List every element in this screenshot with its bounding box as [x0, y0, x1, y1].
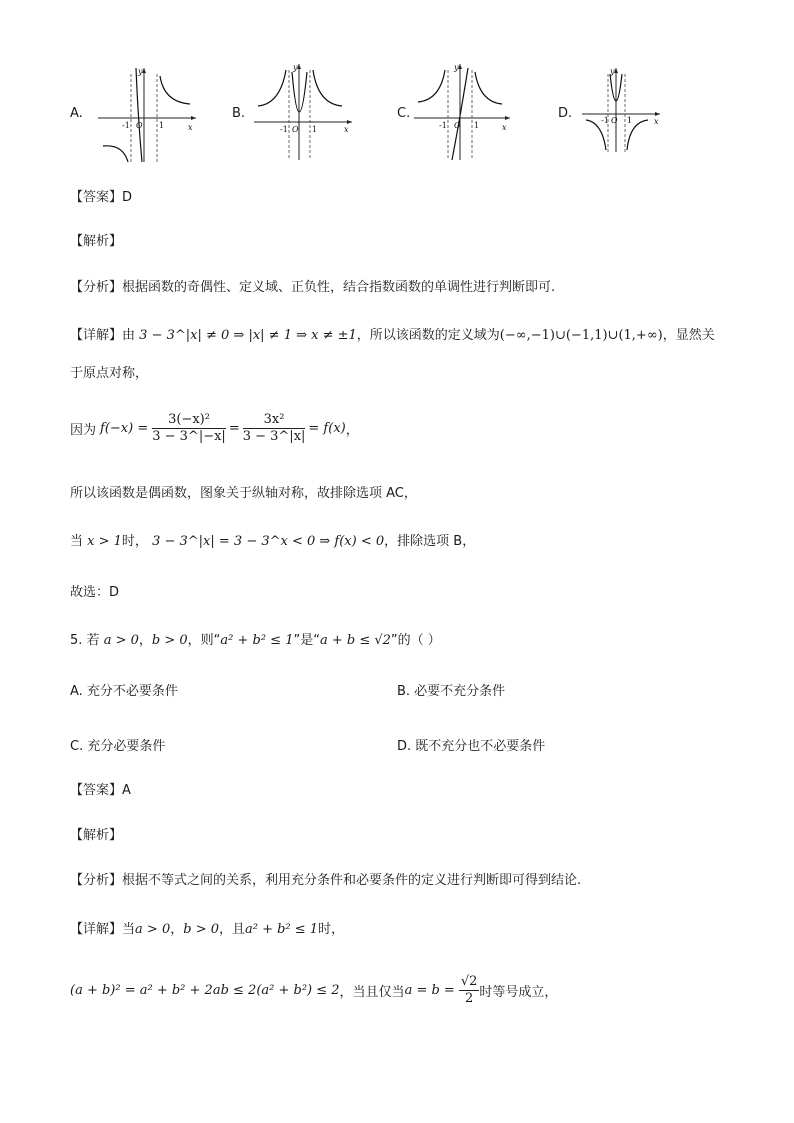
q4-line3-eq: =	[228, 421, 240, 436]
q5-stem-sep: ，	[138, 633, 152, 648]
q4-detail-line1	[70, 324, 715, 343]
q5-stem-cond1: a > 0	[103, 633, 139, 648]
q5-line1-c3: a² + b² ≤ 1	[245, 922, 319, 937]
graph-d-y-label: y	[610, 67, 615, 76]
q5-answer-line	[70, 779, 131, 798]
q4-line1-suffix: ，显然关	[662, 328, 715, 343]
q5-line2-suffix: 时等号成立，	[479, 985, 558, 1000]
q5-analysis-tag: 【解析】	[70, 828, 123, 843]
graph-b-origin: O	[292, 125, 299, 134]
q4-frac2-num: 3x²	[243, 412, 306, 429]
q4-detail-line3	[70, 412, 359, 445]
graph-c-tick-pos: 1	[474, 121, 480, 130]
graph-c-tick-neg: -1	[439, 121, 447, 130]
q4-line5-prefix: 当	[70, 534, 84, 549]
q4-fenxi-text: 根据函数的奇偶性、定义域、正负性，结合指数函数的单调性进行判断即可.	[122, 280, 556, 295]
graph-a-curve-middle	[136, 68, 142, 162]
graph-a-x-arrow	[191, 116, 196, 120]
graph-c-y-label: y	[454, 63, 459, 72]
q5-stem-expr2: a + b ≤ √2	[319, 633, 391, 648]
q4-line3-lhs: f(−x) =	[100, 421, 149, 436]
q5-option-a[interactable]: A. 充分不必要条件	[70, 684, 178, 699]
q5-option-d[interactable]: D. 既不充分也不必要条件	[397, 739, 546, 754]
q5-fenxi-tag: 【分析】	[70, 873, 123, 888]
q4-detail-line5	[70, 530, 475, 549]
q5-line2-eq: a = b =	[404, 983, 455, 998]
q4-line1-mid: ，所以该函数的定义域为	[356, 328, 500, 343]
graph-c	[414, 62, 514, 162]
q5-line2-mid: ，当且仅当	[339, 985, 405, 1000]
graph-c-curve-right	[475, 72, 502, 104]
q5-frac-num: √2	[460, 974, 478, 989]
q4-line5-suffix: ，排除选项 B，	[384, 534, 476, 549]
q4-line1-math: 3 − 3^|x| ≠ 0 ⇒ |x| ≠ 1 ⇒ x ≠ ±1	[139, 328, 357, 343]
q5-xiangjie-tag: 【详解】	[70, 922, 123, 937]
q4-frac1-num: 3(−x)²	[152, 412, 226, 429]
q4-analysis-tag: 【解析】	[70, 234, 123, 249]
q5-line1-prefix: 当	[122, 922, 136, 937]
graph-a-origin: O	[136, 121, 143, 130]
graph-c-curve-left	[418, 70, 445, 102]
q4-line1-prefix: 由	[122, 328, 136, 343]
graph-c-x-label: x	[502, 123, 507, 132]
option-b-letter: B.	[232, 106, 246, 121]
q4-answer-line	[70, 186, 132, 205]
q4-detail-line6: 故选：D	[70, 585, 120, 600]
q5-line1-mid: ，且	[218, 922, 245, 937]
q5-line2-math: (a + b)² = a² + b² + 2ab ≤ 2(a² + b²) ≤ 2	[70, 983, 340, 998]
q4-line5-math: 3 − 3^|x| = 3 − 3^x < 0 ⇒ f(x) < 0	[152, 534, 385, 549]
graph-b-y-label: y	[293, 63, 298, 72]
graph-a-tick-neg: -1	[122, 121, 130, 130]
option-c-letter: C.	[397, 106, 411, 121]
q5-stem-expr1: a² + b² ≤ 1	[220, 633, 294, 648]
q5-detail-line1	[70, 918, 344, 937]
q5-frac-den: 2	[464, 991, 474, 1006]
option-d-letter: D.	[558, 106, 573, 121]
q4-xiangjie-tag: 【详解】	[70, 328, 123, 343]
q4-line1-domain: (−∞,−1)∪(−1,1)∪(1,+∞)	[499, 328, 663, 343]
q4-line3-frac2	[243, 412, 306, 445]
q5-line1-c2: b > 0	[183, 922, 219, 937]
graph-b-x-label: x	[344, 125, 349, 134]
q5-fenxi-line	[70, 869, 581, 888]
q4-line5-cond: x > 1	[87, 534, 122, 549]
graph-d-tick-neg: -1	[601, 116, 609, 125]
q4-frac2-den: 3 − 3^|x|	[242, 429, 306, 444]
q4-line3-prefix: 因为	[70, 423, 97, 438]
graph-d-tick-pos: 1	[627, 116, 633, 125]
graph-d-x-label: x	[654, 117, 659, 126]
q4-detail-line4: 所以该函数是偶函数，图象关于纵轴对称，故排除选项 AC，	[70, 486, 417, 501]
graph-d	[582, 66, 662, 152]
q5-option-c[interactable]: C. 充分必要条件	[70, 739, 166, 754]
graph-b-curve-left	[258, 70, 286, 106]
q4-line5-mid: 时，	[121, 534, 148, 549]
q5-answer-tag: 【答案】	[70, 783, 123, 798]
q5-line1-suffix: 时，	[318, 922, 345, 937]
q5-fenxi-text: 根据不等式之间的关系，利用充分条件和必要条件的定义进行判断即可得到结论.	[122, 873, 582, 888]
graph-a-y-label: y	[138, 67, 143, 76]
q4-answer-value: D	[122, 190, 133, 205]
graph-a-y-arrow	[142, 68, 146, 73]
graph-c-origin: O	[454, 121, 461, 130]
q5-answer-value: A	[122, 783, 131, 798]
q5-stem	[70, 629, 441, 648]
q4-detail-line2: 于原点对称，	[70, 366, 149, 381]
q5-stem-mid1: ，则“	[187, 633, 221, 648]
graph-a	[98, 66, 198, 164]
graph-a-curve-left	[103, 146, 128, 162]
option-a-letter: A.	[70, 106, 83, 121]
q4-line3-rhs: = f(x)	[308, 421, 346, 436]
q4-frac1-den: 3 − 3^|−x|	[152, 429, 226, 444]
graph-b-tick-pos: 1	[312, 125, 318, 134]
graph-a-x-label: x	[188, 123, 193, 132]
q5-option-b[interactable]: B. 必要不充分条件	[397, 684, 506, 699]
q5-line2-frac	[459, 974, 480, 1007]
q5-stem-cond2: b > 0	[151, 633, 188, 648]
q5-stem-prefix: 5. 若	[70, 633, 100, 648]
q5-stem-mid2: ”是“	[293, 633, 320, 648]
q5-line1-c1: a > 0	[135, 922, 171, 937]
q4-fenxi-tag: 【分析】	[70, 280, 123, 295]
q5-line1-sep: ，	[170, 922, 184, 937]
q5-stem-suffix: ”的（ ）	[390, 633, 441, 648]
graph-a-curve-right	[160, 76, 190, 104]
q5-detail-line2	[70, 974, 557, 1007]
q4-line3-suffix: ，	[345, 423, 359, 438]
graph-d-origin: O	[611, 116, 618, 125]
q4-fenxi-line	[70, 276, 555, 295]
graph-b-curve-right	[313, 70, 342, 106]
graph-b	[254, 62, 354, 162]
graph-b-tick-neg: -1	[280, 125, 288, 134]
graph-a-tick-pos: 1	[159, 121, 165, 130]
q4-answer-tag: 【答案】	[70, 190, 123, 205]
q4-line3-frac1	[152, 412, 226, 445]
